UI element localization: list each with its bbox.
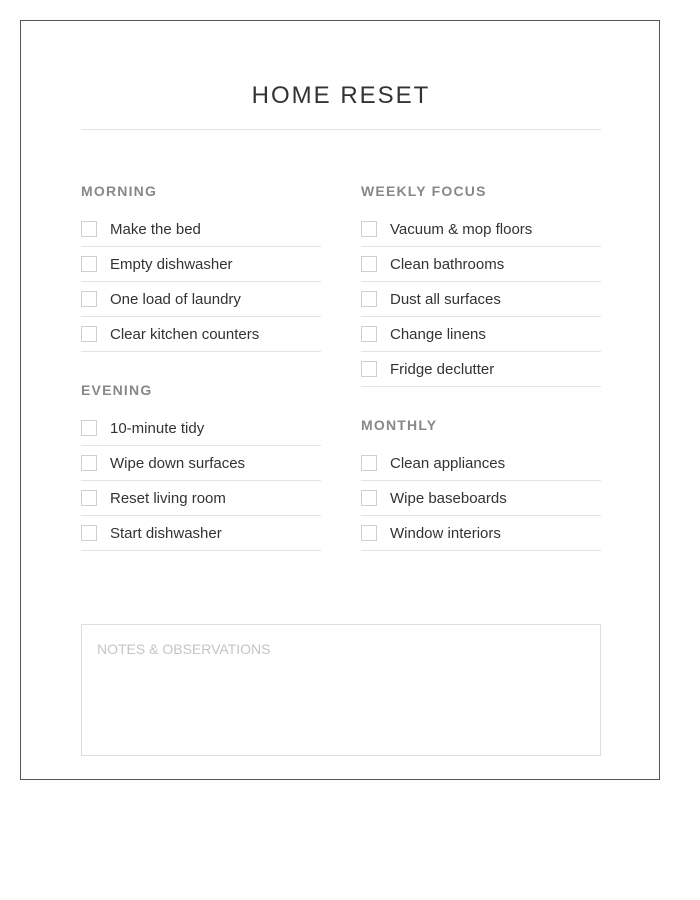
- checkbox[interactable]: [361, 525, 377, 541]
- checkbox[interactable]: [361, 455, 377, 471]
- checklist-item[interactable]: [361, 212, 601, 247]
- section-heading: EVENING: [81, 382, 153, 398]
- checkbox[interactable]: [361, 490, 377, 506]
- checkbox[interactable]: [361, 291, 377, 307]
- checklist-item[interactable]: [361, 317, 601, 352]
- checklist-item[interactable]: [81, 516, 321, 551]
- item-label: Clear kitchen counters: [110, 325, 260, 343]
- checklist-item[interactable]: [361, 247, 601, 282]
- item-label: 10-minute tidy: [110, 419, 205, 437]
- checkbox[interactable]: [361, 326, 377, 342]
- checklist-sheet: [20, 20, 660, 780]
- checkbox[interactable]: [361, 361, 377, 377]
- checklist-item[interactable]: [81, 411, 321, 446]
- title-divider: [81, 129, 601, 130]
- checklist-item[interactable]: [361, 446, 601, 481]
- checklist-item[interactable]: [361, 282, 601, 317]
- checklist-item[interactable]: [81, 282, 321, 317]
- item-label: Change linens: [390, 325, 486, 343]
- item-label: Reset living room: [110, 489, 226, 507]
- checkbox[interactable]: [81, 420, 97, 436]
- checklist-item[interactable]: [81, 212, 321, 247]
- checkbox[interactable]: [81, 455, 97, 471]
- item-label: Make the bed: [110, 220, 201, 238]
- section-monthly: [361, 415, 601, 551]
- checkbox[interactable]: [81, 256, 97, 272]
- section-evening: [81, 380, 321, 551]
- item-label: Clean bathrooms: [390, 255, 505, 273]
- checkbox[interactable]: [361, 221, 377, 237]
- left-column: [81, 181, 321, 551]
- item-label: Fridge declutter: [390, 360, 495, 378]
- checkbox[interactable]: [81, 525, 97, 541]
- right-column: [361, 181, 601, 551]
- checklist-item[interactable]: [81, 247, 321, 282]
- checklist-item[interactable]: [81, 317, 321, 352]
- checklist-item[interactable]: [361, 481, 601, 516]
- checkbox[interactable]: [81, 221, 97, 237]
- page-title: HOME RESET: [251, 82, 431, 109]
- notes-box[interactable]: [81, 624, 601, 756]
- item-label: Vacuum & mop floors: [390, 220, 533, 238]
- section-heading: WEEKLY FOCUS: [361, 183, 487, 199]
- item-label: Empty dishwasher: [110, 255, 233, 273]
- section-heading: MONTHLY: [361, 417, 438, 433]
- item-label: One load of laundry: [110, 290, 241, 308]
- section-heading: MORNING: [81, 183, 158, 199]
- checklist-item[interactable]: [81, 446, 321, 481]
- notes-label: NOTES & OBSERVATIONS: [97, 641, 271, 657]
- checklist-item[interactable]: [361, 352, 601, 387]
- item-label: Start dishwasher: [110, 524, 222, 542]
- checklist-item[interactable]: [361, 516, 601, 551]
- item-label: Clean appliances: [390, 454, 506, 472]
- checkbox[interactable]: [81, 291, 97, 307]
- checklist-item[interactable]: [81, 481, 321, 516]
- item-label: Wipe down surfaces: [110, 454, 246, 472]
- item-label: Window interiors: [390, 524, 501, 542]
- checkbox[interactable]: [361, 256, 377, 272]
- item-label: Wipe baseboards: [390, 489, 507, 507]
- section-weekly-focus: [361, 181, 601, 387]
- item-label: Dust all surfaces: [390, 290, 501, 308]
- checkbox[interactable]: [81, 326, 97, 342]
- checkbox[interactable]: [81, 490, 97, 506]
- section-morning: [81, 181, 321, 352]
